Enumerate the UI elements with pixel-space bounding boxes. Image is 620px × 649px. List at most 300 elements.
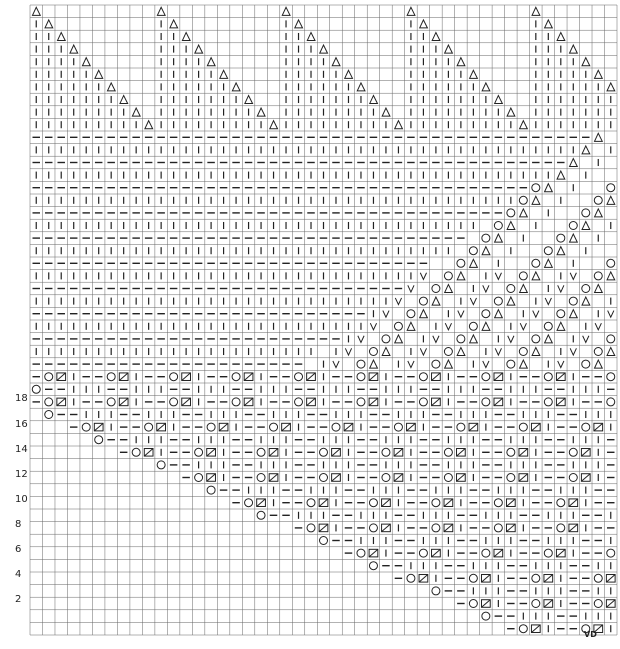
decrease-symbol (195, 45, 203, 53)
decrease-symbol (607, 347, 615, 355)
row-label-8: 8 (15, 519, 22, 530)
crossed-square-slash (407, 423, 416, 431)
yarn-over-symbol (320, 537, 328, 545)
decrease-symbol (345, 70, 353, 78)
crossed-square-slash (556, 549, 565, 557)
row-label-12: 12 (15, 469, 28, 480)
increase-symbol (420, 348, 426, 355)
crossed-square-slash (269, 449, 278, 457)
decrease-symbol (482, 247, 490, 255)
decrease-symbol (582, 58, 590, 66)
yarn-over-symbol (170, 398, 178, 406)
decrease-symbol (595, 209, 603, 217)
decrease-symbol (570, 310, 578, 318)
yarn-over-symbol (532, 335, 540, 343)
decrease-symbol (220, 70, 228, 78)
decrease-symbol (457, 272, 465, 280)
decrease-symbol (370, 95, 378, 103)
crossed-square-slash (569, 524, 578, 532)
yarn-over-symbol (469, 574, 477, 582)
yarn-over-symbol (257, 511, 265, 519)
yarn-over-symbol (320, 448, 328, 456)
yarn-over-symbol (232, 373, 240, 381)
yarn-over-symbol (45, 411, 53, 419)
crossed-square-slash (282, 423, 291, 431)
yarn-over-symbol (382, 448, 390, 456)
decrease-symbol (457, 347, 465, 355)
crossed-square-slash (432, 549, 441, 557)
decrease-symbol (170, 20, 178, 28)
yarn-over-symbol (444, 448, 452, 456)
decrease-symbol (182, 32, 190, 40)
decrease-symbol (132, 108, 140, 116)
crossed-square-slash (332, 449, 341, 457)
decrease-symbol (470, 70, 478, 78)
decrease-symbol (107, 83, 115, 91)
increase-symbol (458, 311, 464, 318)
decrease-symbol (145, 121, 153, 129)
yarn-over-symbol (45, 398, 53, 406)
increase-symbol (433, 336, 439, 343)
decrease-symbol (595, 284, 603, 292)
decrease-symbol (445, 284, 453, 292)
yarn-over-symbol (394, 322, 402, 330)
decrease-symbol (382, 108, 390, 116)
crossed-square-slash (506, 499, 515, 507)
yarn-over-symbol (519, 348, 527, 356)
yarn-over-symbol (594, 196, 602, 204)
crossed-square-slash (606, 575, 615, 583)
crossed-square-slash (369, 549, 378, 557)
decrease-symbol (595, 360, 603, 368)
crossed-square-slash (57, 398, 66, 406)
yarn-over-symbol (519, 196, 527, 204)
yarn-over-symbol (594, 600, 602, 608)
decrease-symbol (245, 95, 253, 103)
increase-symbol (583, 336, 589, 343)
yarn-over-symbol (544, 322, 552, 330)
decrease-symbol (295, 20, 303, 28)
yarn-over-symbol (532, 184, 540, 192)
increase-symbol (483, 361, 489, 368)
yarn-over-symbol (145, 423, 153, 431)
crossed-square-slash (481, 600, 490, 608)
yarn-over-symbol (607, 373, 615, 381)
row-label-2: 2 (15, 594, 22, 605)
yarn-over-symbol (320, 474, 328, 482)
crossed-square-slash (544, 575, 553, 583)
increase-symbol (570, 273, 576, 280)
crossed-square-slash (606, 600, 615, 608)
yarn-over-symbol (245, 499, 253, 507)
yarn-over-symbol (432, 524, 440, 532)
yarn-over-symbol (482, 612, 490, 620)
decrease-symbol (395, 335, 403, 343)
decrease-symbol (482, 83, 490, 91)
yarn-over-symbol (532, 574, 540, 582)
yarn-over-symbol (394, 423, 402, 431)
yarn-over-symbol (432, 285, 440, 293)
crossed-square-slash (556, 373, 565, 381)
decrease-symbol (357, 83, 365, 91)
yarn-over-symbol (582, 423, 590, 431)
crossed-square-slash (182, 373, 191, 381)
decrease-symbol (407, 322, 415, 330)
crossed-square-slash (332, 474, 341, 482)
yarn-over-symbol (382, 335, 390, 343)
decrease-symbol (70, 45, 78, 53)
crossed-square-slash (506, 524, 515, 532)
yarn-over-symbol (607, 335, 615, 343)
decrease-symbol (445, 360, 453, 368)
decrease-symbol (607, 83, 615, 91)
increase-symbol (408, 285, 414, 292)
yarn-over-symbol (357, 373, 365, 381)
decrease-symbol (95, 70, 103, 78)
decrease-symbol (57, 32, 65, 40)
decrease-symbol (470, 259, 478, 267)
yarn-over-symbol (582, 360, 590, 368)
yarn-over-symbol (569, 474, 577, 482)
crossed-square-slash (444, 524, 453, 532)
decrease-symbol (320, 45, 328, 53)
yarn-over-symbol (532, 259, 540, 267)
yarn-over-symbol (594, 348, 602, 356)
decrease-symbol (82, 58, 90, 66)
increase-symbol (345, 348, 351, 355)
yarn-over-symbol (232, 398, 240, 406)
crossed-square-slash (94, 423, 103, 431)
yarn-over-symbol (507, 360, 515, 368)
decrease-symbol (557, 171, 565, 179)
decrease-symbol (532, 347, 540, 355)
increase-symbol (533, 311, 539, 318)
yarn-over-symbol (419, 549, 427, 557)
row-label-18: 18 (15, 393, 28, 404)
decrease-symbol (570, 45, 578, 53)
yarn-over-symbol (307, 499, 315, 507)
yarn-over-symbol (607, 184, 615, 192)
decrease-symbol (407, 7, 415, 15)
crossed-square-slash (481, 575, 490, 583)
yarn-over-symbol (457, 335, 465, 343)
crossed-square-slash (382, 524, 391, 532)
decrease-symbol (520, 360, 528, 368)
decrease-symbol (570, 234, 578, 242)
crossed-square-slash (581, 474, 590, 482)
yarn-over-symbol (494, 524, 502, 532)
yarn-over-symbol (557, 524, 565, 532)
decrease-symbol (495, 310, 503, 318)
crossed-square-slash (432, 398, 441, 406)
yarn-over-symbol (532, 600, 540, 608)
decrease-symbol (607, 196, 615, 204)
crossed-square-slash (182, 398, 191, 406)
crossed-square-slash (457, 449, 466, 457)
yarn-over-symbol (519, 272, 527, 280)
yarn-over-symbol (544, 373, 552, 381)
decrease-symbol (520, 284, 528, 292)
yarn-over-symbol (357, 398, 365, 406)
yarn-over-symbol (207, 486, 215, 494)
decrease-symbol (582, 221, 590, 229)
decrease-symbol (207, 58, 215, 66)
decrease-symbol (520, 121, 528, 129)
decrease-symbol (432, 32, 440, 40)
crossed-square-slash (207, 474, 216, 482)
decrease-symbol (532, 272, 540, 280)
decrease-symbol (520, 209, 528, 217)
decrease-symbol (457, 58, 465, 66)
yarn-over-symbol (519, 625, 527, 633)
increase-symbol (608, 311, 614, 318)
crossed-square-slash (57, 373, 66, 381)
decrease-symbol (432, 297, 440, 305)
decrease-symbol (532, 196, 540, 204)
yarn-over-symbol (507, 448, 515, 456)
yarn-over-symbol (482, 549, 490, 557)
crossed-square-slash (444, 499, 453, 507)
decrease-symbol (582, 146, 590, 154)
crossed-square-slash (369, 373, 378, 381)
yarn-over-symbol (494, 222, 502, 230)
decrease-symbol (470, 335, 478, 343)
decrease-symbol (557, 322, 565, 330)
decrease-symbol (382, 347, 390, 355)
decrease-symbol (395, 121, 403, 129)
yarn-over-symbol (32, 385, 40, 393)
yarn-over-symbol (557, 234, 565, 242)
crossed-square-slash (519, 449, 528, 457)
yarn-over-symbol (307, 524, 315, 532)
yarn-over-symbol (569, 448, 577, 456)
yarn-over-symbol (482, 234, 490, 242)
decrease-symbol (545, 335, 553, 343)
crossed-square-slash (519, 474, 528, 482)
decrease-symbol (570, 158, 578, 166)
crossed-square-slash (369, 398, 378, 406)
increase-symbol (595, 323, 601, 330)
crossed-square-slash (319, 524, 328, 532)
yarn-over-symbol (482, 398, 490, 406)
row-label-16: 16 (15, 419, 28, 430)
crossed-square-slash (207, 449, 216, 457)
yarn-over-symbol (444, 348, 452, 356)
decrease-symbol (507, 297, 515, 305)
increase-symbol (395, 298, 401, 305)
crossed-square-slash (307, 373, 316, 381)
decrease-symbol (482, 322, 490, 330)
crossed-square-slash (244, 373, 253, 381)
yarn-over-symbol (507, 474, 515, 482)
yarn-over-symbol (432, 360, 440, 368)
yarn-over-symbol (369, 524, 377, 532)
decrease-symbol (32, 7, 40, 15)
decrease-symbol (420, 20, 428, 28)
yarn-over-symbol (607, 549, 615, 557)
yarn-over-symbol (457, 423, 465, 431)
yarn-over-symbol (432, 499, 440, 507)
crossed-square-slash (219, 423, 228, 431)
crossed-square-slash (119, 373, 128, 381)
yarn-over-symbol (469, 247, 477, 255)
yarn-over-symbol (270, 423, 278, 431)
crossed-square-slash (457, 474, 466, 482)
yarn-over-symbol (107, 373, 115, 381)
crossed-square-slash (569, 499, 578, 507)
yarn-over-symbol (607, 398, 615, 406)
decrease-symbol (45, 20, 53, 28)
yarn-over-symbol (507, 209, 515, 217)
yarn-over-symbol (82, 423, 90, 431)
decrease-symbol (307, 32, 315, 40)
yarn-over-symbol (357, 360, 365, 368)
yarn-over-symbol (544, 549, 552, 557)
increase-symbol (508, 336, 514, 343)
yarn-over-symbol (582, 285, 590, 293)
yarn-over-symbol (482, 310, 490, 318)
decrease-symbol (557, 32, 565, 40)
yarn-over-symbol (444, 474, 452, 482)
yarn-over-symbol (407, 310, 415, 318)
crossed-square-slash (531, 423, 540, 431)
yarn-over-symbol (482, 373, 490, 381)
increase-symbol (558, 285, 564, 292)
decrease-symbol (595, 133, 603, 141)
decrease-symbol (270, 121, 278, 129)
decrease-symbol (495, 234, 503, 242)
increase-symbol (408, 361, 414, 368)
decrease-symbol (507, 221, 515, 229)
crossed-square-slash (419, 575, 428, 583)
yarn-over-symbol (594, 574, 602, 582)
yarn-over-symbol (557, 499, 565, 507)
yarn-over-symbol (257, 448, 265, 456)
yarn-over-symbol (369, 562, 377, 570)
increase-symbol (545, 298, 551, 305)
yarn-over-symbol (494, 499, 502, 507)
crossed-square-slash (244, 398, 253, 406)
yarn-over-symbol (132, 448, 140, 456)
increase-symbol (483, 285, 489, 292)
yarn-over-symbol (569, 297, 577, 305)
decrease-symbol (507, 108, 515, 116)
increase-symbol (370, 323, 376, 330)
yarn-over-symbol (444, 272, 452, 280)
crossed-square-slash (344, 423, 353, 431)
crossed-square-slash (544, 600, 553, 608)
increase-symbol (558, 361, 564, 368)
decrease-symbol (282, 7, 290, 15)
increase-symbol (383, 311, 389, 318)
yarn-over-symbol (457, 259, 465, 267)
decrease-symbol (157, 7, 165, 15)
crossed-square-slash (382, 499, 391, 507)
yarn-over-symbol (157, 461, 165, 469)
yarn-over-symbol (407, 574, 415, 582)
decrease-symbol (545, 20, 553, 28)
crossed-square-slash (394, 449, 403, 457)
yarn-over-symbol (419, 297, 427, 305)
crossed-square-slash (307, 398, 316, 406)
yarn-over-symbol (594, 272, 602, 280)
yarn-over-symbol (45, 373, 53, 381)
yarn-over-symbol (582, 209, 590, 217)
decrease-symbol (257, 108, 265, 116)
yarn-over-symbol (295, 398, 303, 406)
crossed-square-slash (157, 423, 166, 431)
decrease-symbol (607, 272, 615, 280)
yarn-over-symbol (207, 423, 215, 431)
yarn-over-symbol (507, 285, 515, 293)
crossed-square-slash (319, 499, 328, 507)
yarn-over-symbol (544, 247, 552, 255)
decrease-symbol (582, 297, 590, 305)
yarn-over-symbol (544, 398, 552, 406)
row-label-14: 14 (15, 444, 28, 455)
yarn-over-symbol (382, 474, 390, 482)
crossed-square-slash (394, 474, 403, 482)
increase-symbol (570, 348, 576, 355)
yarn-over-symbol (469, 600, 477, 608)
crossed-square-slash (494, 398, 503, 406)
yarn-over-symbol (432, 587, 440, 595)
crossed-square-slash (594, 423, 603, 431)
yarn-over-symbol (170, 373, 178, 381)
yarn-over-symbol (419, 373, 427, 381)
yarn-over-symbol (607, 259, 615, 267)
increase-symbol (420, 273, 426, 280)
crossed-square-slash (581, 449, 590, 457)
yarn-over-symbol (519, 423, 527, 431)
crossed-square-slash (269, 474, 278, 482)
yarn-over-symbol (195, 474, 203, 482)
yarn-over-symbol (107, 398, 115, 406)
crossed-square-slash (556, 398, 565, 406)
increase-symbol (470, 298, 476, 305)
yarn-over-symbol (369, 499, 377, 507)
yarn-over-symbol (357, 549, 365, 557)
crossed-square-slash (531, 625, 540, 633)
yarn-over-symbol (257, 474, 265, 482)
decrease-symbol (495, 95, 503, 103)
increase-symbol (333, 361, 339, 368)
decrease-symbol (557, 247, 565, 255)
yarn-over-symbol (494, 297, 502, 305)
decrease-symbol (370, 360, 378, 368)
increase-symbol (358, 336, 364, 343)
increase-symbol (495, 273, 501, 280)
decrease-symbol (445, 45, 453, 53)
yarn-over-symbol (95, 436, 103, 444)
decrease-symbol (595, 70, 603, 78)
chart-signature: VD (584, 630, 597, 639)
crossed-square-slash (432, 373, 441, 381)
yarn-over-symbol (195, 448, 203, 456)
decrease-symbol (532, 7, 540, 15)
decrease-symbol (332, 58, 340, 66)
decrease-symbol (120, 95, 128, 103)
increase-symbol (445, 323, 451, 330)
yarn-over-symbol (557, 310, 565, 318)
crossed-square-slash (257, 499, 266, 507)
yarn-over-symbol (369, 348, 377, 356)
decrease-symbol (232, 83, 240, 91)
decrease-symbol (545, 259, 553, 267)
yarn-over-symbol (332, 423, 340, 431)
crossed-square-slash (119, 398, 128, 406)
row-label-6: 6 (15, 544, 22, 555)
